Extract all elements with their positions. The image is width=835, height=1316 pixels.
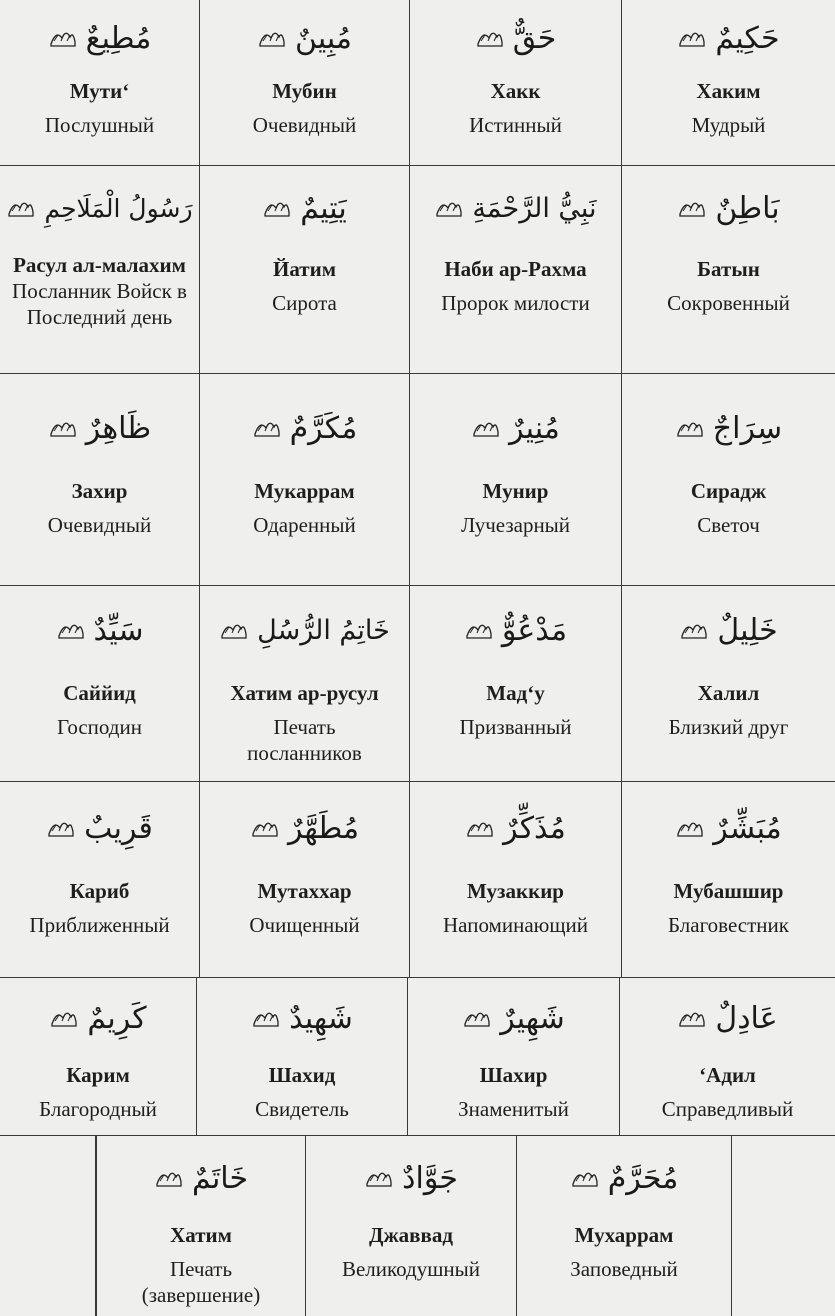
- arabic-name: سِرَاجٌ: [712, 410, 783, 446]
- arabic-name: مَدْعُوٌّ: [501, 612, 568, 648]
- empty-cell: [732, 1136, 835, 1316]
- name-cell: [306, 1136, 517, 1316]
- salawat-icon: [570, 1166, 600, 1190]
- salawat-icon: [252, 416, 282, 440]
- transliteration: Батын: [697, 257, 760, 281]
- transliteration: Хатим: [170, 1223, 232, 1247]
- salawat-icon: [48, 416, 78, 440]
- transliteration: Наби ар-Рахма: [444, 257, 587, 281]
- arabic-name: شَهِيدٌ: [289, 1000, 353, 1036]
- name-cell: [0, 782, 200, 978]
- meaning: Призванный: [459, 715, 572, 739]
- name-cell: [622, 0, 835, 166]
- salawat-icon: [677, 26, 707, 50]
- salawat-icon: [677, 1006, 707, 1030]
- salawat-icon: [251, 1006, 281, 1030]
- salawat-icon: [219, 618, 249, 642]
- salawat-icon: [56, 618, 86, 642]
- name-cell: [622, 782, 835, 978]
- meaning: Лучезарный: [460, 513, 571, 537]
- arabic-name: رَسُولُ الْمَلَاحِمِ: [44, 193, 193, 223]
- transliteration: ‘Адил: [699, 1063, 756, 1087]
- meaning: Мудрый: [691, 113, 766, 137]
- meaning: Печать (завершение): [141, 1257, 261, 1307]
- transliteration: Карим: [66, 1063, 130, 1087]
- salawat-icon: [677, 196, 707, 220]
- transliteration: Мунир: [482, 479, 549, 503]
- arabic-name: حَقٌّ: [512, 20, 557, 56]
- transliteration: Мутаххар: [257, 879, 352, 903]
- name-cell: [0, 586, 200, 782]
- arabic-name: مُبَشِّرٌ: [713, 810, 782, 846]
- salawat-icon: [475, 26, 505, 50]
- arabic-name: شَهِيرٌ: [500, 1000, 565, 1036]
- meaning: Пророк милости: [441, 291, 590, 315]
- name-cell: [0, 0, 200, 166]
- arabic-name: خَاتِمُ الرُّسُلِ: [257, 614, 390, 646]
- name-cell: [410, 586, 622, 782]
- meaning: Напоминающий: [443, 913, 588, 937]
- meaning: Печать посланников: [247, 715, 362, 765]
- meaning: Светоч: [697, 513, 760, 537]
- arabic-name: خَلِيلٌ: [717, 612, 778, 648]
- meaning: Очищенный: [249, 913, 360, 937]
- transliteration: Хаким: [696, 79, 761, 103]
- arabic-name: نَبِيُّ الرَّحْمَةِ: [472, 192, 597, 224]
- transliteration: Шахид: [268, 1063, 336, 1087]
- name-cell: [96, 1136, 306, 1316]
- meaning: Сокровенный: [667, 291, 790, 315]
- salawat-icon: [262, 196, 292, 220]
- meaning: Справедливый: [661, 1097, 794, 1121]
- salawat-icon: [434, 196, 464, 220]
- transliteration: Кариб: [69, 879, 130, 903]
- empty-cell: [0, 1136, 96, 1316]
- transliteration: Расул ал-малахим: [13, 253, 186, 277]
- arabic-name: مُحَرَّمٌ: [607, 1160, 679, 1196]
- name-cell: [408, 978, 620, 1136]
- name-cell: [0, 978, 197, 1136]
- transliteration: Захир: [71, 479, 128, 503]
- meaning: Близкий друг: [668, 715, 789, 739]
- name-cell: [410, 0, 622, 166]
- arabic-name: قَرِيبٌ: [84, 810, 153, 846]
- salawat-icon: [679, 618, 709, 642]
- arabic-name: ظَاهِرٌ: [85, 410, 152, 446]
- meaning: Великодушный: [341, 1257, 481, 1281]
- arabic-name: خَاتَمٌ: [191, 1160, 248, 1196]
- name-cell: [200, 166, 410, 374]
- salawat-icon: [471, 416, 501, 440]
- transliteration: Хатим ар-русул: [230, 681, 379, 705]
- salawat-icon: [675, 816, 705, 840]
- arabic-name: جَوَّادٌ: [402, 1160, 458, 1196]
- arabic-name: يَتِيمٌ: [300, 190, 347, 226]
- salawat-icon: [462, 1006, 492, 1030]
- transliteration: Халил: [697, 681, 760, 705]
- meaning: Знаменитый: [458, 1097, 569, 1121]
- salawat-icon: [49, 1006, 79, 1030]
- meaning: Истинный: [469, 113, 562, 137]
- salawat-icon: [250, 816, 280, 840]
- salawat-icon: [154, 1166, 184, 1190]
- arabic-name: حَكِيمٌ: [715, 20, 780, 56]
- salawat-icon: [464, 618, 494, 642]
- name-cell: [410, 374, 622, 586]
- meaning: Посланник Войск в Последний день: [12, 279, 187, 329]
- arabic-name: بَاطِنٌ: [715, 190, 780, 226]
- name-cell: [0, 166, 200, 374]
- name-cell: [0, 374, 200, 586]
- transliteration: Йатим: [272, 257, 336, 281]
- meaning: Свидетель: [255, 1097, 349, 1121]
- meaning: Благородный: [39, 1097, 157, 1121]
- name-cell: [410, 782, 622, 978]
- transliteration: Сирадж: [690, 479, 767, 503]
- salawat-icon: [364, 1166, 394, 1190]
- transliteration: Саййид: [63, 681, 136, 705]
- meaning: Господин: [57, 715, 142, 739]
- name-cell: [200, 586, 410, 782]
- salawat-icon: [465, 816, 495, 840]
- salawat-icon: [6, 196, 36, 220]
- name-cell: [200, 374, 410, 586]
- arabic-name: مُبِينٌ: [294, 20, 352, 56]
- name-cell: [410, 166, 622, 374]
- arabic-name: عَادِلٌ: [715, 1000, 778, 1036]
- meaning: Очевидный: [47, 513, 152, 537]
- meaning: Одаренный: [253, 513, 356, 537]
- arabic-name: مُطِيعٌ: [85, 20, 152, 56]
- arabic-name: مُكَرَّمٌ: [289, 410, 358, 446]
- name-cell: [622, 374, 835, 586]
- transliteration: Мухаррам: [574, 1223, 674, 1247]
- meaning: Приближенный: [29, 913, 170, 937]
- arabic-name: سَيِّدٌ: [93, 612, 144, 648]
- meaning: Благовестник: [668, 913, 789, 937]
- name-cell: [200, 0, 410, 166]
- salawat-icon: [257, 26, 287, 50]
- salawat-icon: [46, 816, 76, 840]
- name-cell: [517, 1136, 732, 1316]
- transliteration: Мубашшир: [673, 879, 784, 903]
- arabic-name: مُطَهَّرٌ: [287, 810, 360, 846]
- transliteration: Шахир: [479, 1063, 548, 1087]
- name-cell: [200, 782, 410, 978]
- salawat-icon: [675, 416, 705, 440]
- transliteration: Хакк: [490, 79, 541, 103]
- name-cell: [197, 978, 408, 1136]
- transliteration: Мукаррам: [254, 479, 355, 503]
- name-cell: [622, 586, 835, 782]
- arabic-name: مُذَكِّرٌ: [503, 810, 566, 846]
- salawat-icon: [48, 26, 78, 50]
- arabic-name: كَرِيمٌ: [87, 1000, 147, 1036]
- name-cell: [620, 978, 835, 1136]
- meaning: Заповедный: [570, 1257, 678, 1281]
- transliteration: Джаввад: [369, 1223, 453, 1247]
- name-cell: [622, 166, 835, 374]
- transliteration: Мубин: [272, 79, 337, 103]
- meaning: Послушный: [44, 113, 155, 137]
- arabic-name: مُنِيرٌ: [509, 410, 560, 446]
- transliteration: Мад‘у: [486, 681, 545, 705]
- meaning: Сирота: [272, 291, 337, 315]
- meaning: Очевидный: [252, 113, 357, 137]
- transliteration: Мути‘: [69, 79, 130, 103]
- transliteration: Музаккир: [467, 879, 564, 903]
